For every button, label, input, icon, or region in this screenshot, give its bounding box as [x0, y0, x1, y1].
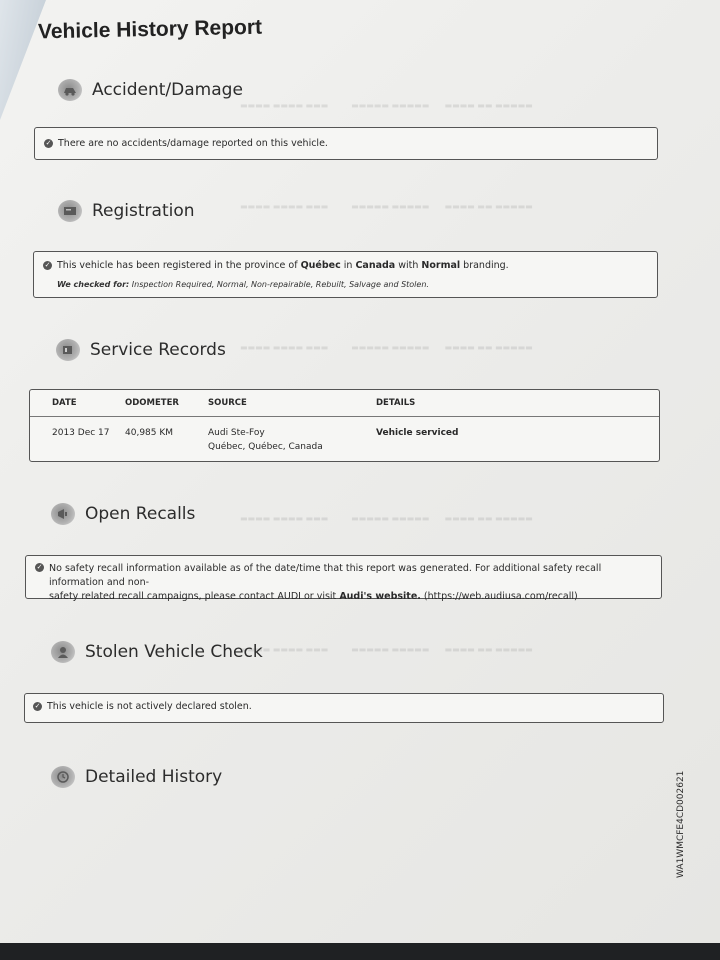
registration-section-title: Registration: [92, 201, 195, 221]
stolen-message-text: This vehicle is not actively declared stolen.: [47, 701, 252, 712]
cell-details: Vehicle serviced: [376, 428, 459, 438]
registration-box: [33, 251, 658, 298]
registration-section-header: [58, 200, 195, 222]
recalls-message: [35, 562, 650, 604]
page-curl: [0, 0, 46, 120]
registration-checked-note: [57, 280, 429, 289]
desk-surface: [0, 943, 720, 960]
detailed-history-section-title: Detailed History: [85, 767, 223, 787]
checked-for-list: Inspection Required, Normal, Non-repairable, Rebuilt, Salvage and Stolen.: [129, 280, 429, 289]
source-name: Audi Ste-Foy: [208, 428, 265, 438]
registration-document-icon: [58, 200, 82, 222]
person-silhouette-icon: [51, 641, 75, 663]
accident-message: [44, 138, 328, 149]
column-header-odometer: ODOMETER: [125, 398, 179, 408]
registration-message: [43, 260, 509, 271]
table-row: [52, 426, 472, 454]
detailed-history-section-header: [51, 766, 222, 788]
cell-odometer: 40,985 KM: [125, 428, 174, 438]
show-through-text: ▬▬▬▬ ▬▬▬▬ ▬▬▬ ▬▬▬▬▬ ▬▬▬▬▬ ▬▬▬▬ ▬▬ ▬▬▬▬▬ ▬▬▬▬ ▬▬▬▬ ▬▬▬ ▬▬▬▬▬ ▬▬▬▬▬ ▬▬▬▬ ▬▬ ▬▬▬▬▬ ▬▬▬▬ ▬▬▬▬ ▬▬▬ ▬▬▬▬▬ ▬▬▬▬▬ ▬▬▬▬ ▬▬ ▬▬▬▬▬ ▬▬▬▬ ▬▬▬▬ ▬▬▬ ▬▬▬▬▬ ▬▬▬▬▬ ▬▬▬▬ ▬▬ ▬▬▬▬▬ ▬▬▬▬ ▬▬▬▬ ▬▬▬ ▬▬▬▬▬ ▬▬▬▬▬ ▬▬▬▬ ▬▬ ▬▬▬▬▬: [240, 101, 533, 654]
column-header-date: DATE: [52, 398, 77, 408]
car-crash-icon: [58, 79, 82, 101]
wrench-icon: [56, 339, 80, 361]
accident-section-title: Accident/Damage: [92, 80, 243, 100]
service-section-title: Service Records: [90, 340, 226, 360]
cell-date: 2013 Dec 17: [52, 428, 110, 438]
check-circle-icon: ✓: [45, 139, 52, 147]
report-title: Vehicle History Report: [37, 15, 263, 44]
check-circle-icon: ✓: [34, 702, 41, 710]
service-records-table: [52, 398, 472, 454]
registration-message-text: This vehicle has been registered in the province of Québec in Canada with Normal branding.: [57, 260, 509, 271]
stolen-section-header: [51, 641, 263, 663]
checked-for-label: We checked for:: [57, 280, 130, 289]
recalls-section-title: Open Recalls: [85, 504, 196, 524]
vin-number: WA1WMCFE4CD002621: [676, 770, 686, 878]
check-circle-icon: ✓: [36, 563, 43, 571]
recalls-section-header: [51, 503, 195, 525]
source-location: Québec, Québec, Canada: [208, 442, 323, 452]
service-section-header: [56, 339, 226, 361]
table-header-row: [52, 398, 472, 426]
column-header-source: SOURCE: [208, 398, 247, 408]
check-circle-icon: ✓: [44, 261, 51, 269]
stolen-section-title: Stolen Vehicle Check: [85, 642, 263, 662]
cell-source: [208, 426, 376, 454]
audi-website-link[interactable]: Audi's website.: [339, 591, 421, 602]
accident-section-header: [58, 79, 243, 101]
accident-message-text: There are no accidents/damage reported on this vehicle.: [58, 138, 328, 149]
recalls-message-text: No safety recall information available as of the date/time that this report was generated. For additional safety recall information and non- safety related recall campaigns, please contact AUDI or visit Audi's website. (https://web.audiusa.com/recall): [49, 563, 602, 602]
column-header-details: DETAILS: [376, 398, 416, 408]
megaphone-icon: [51, 503, 75, 525]
stolen-message: [33, 701, 252, 712]
clock-icon: [51, 766, 75, 788]
